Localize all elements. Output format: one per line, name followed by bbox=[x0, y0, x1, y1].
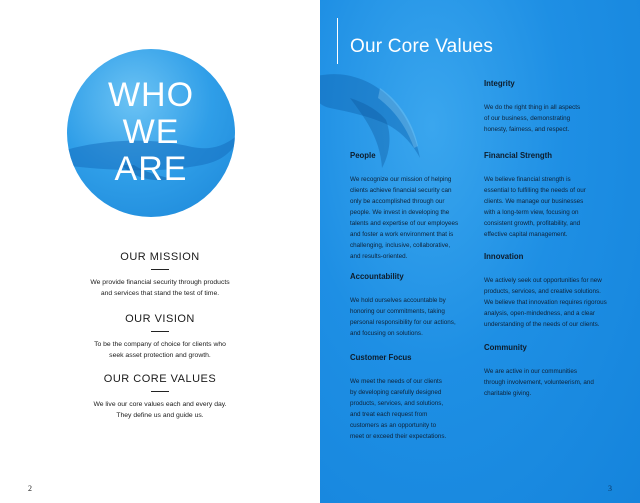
text-line: honesty, fairness, and respect. bbox=[484, 126, 570, 133]
vision-section bbox=[0, 313, 320, 361]
text-line: To be the company of choice for clients who bbox=[94, 341, 226, 348]
value-title: People bbox=[350, 151, 376, 160]
value-community bbox=[484, 343, 594, 399]
text-line: personal responsibility for our actions, bbox=[350, 319, 456, 326]
core-values-heading: Our Core Values bbox=[350, 36, 494, 57]
value-text bbox=[484, 366, 594, 399]
divider bbox=[151, 331, 169, 332]
text-line: We hold ourselves accountable by bbox=[350, 297, 446, 304]
value-text bbox=[484, 174, 586, 240]
value-accountability bbox=[350, 272, 456, 339]
who-we-are-title bbox=[67, 77, 235, 188]
core-values-text bbox=[0, 399, 320, 421]
text-line: through involvement, volunteerism, and bbox=[484, 379, 594, 386]
value-integrity bbox=[484, 79, 580, 135]
text-line: We live our core values each and every day. bbox=[93, 401, 227, 408]
text-line: with a long-term view, focusing on bbox=[484, 209, 579, 216]
page-number-left: 2 bbox=[28, 484, 32, 493]
value-text bbox=[350, 376, 446, 442]
circle-title-line: ARE bbox=[114, 150, 188, 188]
text-line: only be accomplished through our bbox=[350, 198, 445, 205]
vision-text bbox=[0, 339, 320, 361]
value-title: Customer Focus bbox=[350, 353, 412, 362]
vertical-accent-rule bbox=[337, 18, 338, 64]
text-line: and services that stand the test of time. bbox=[100, 290, 220, 297]
divider bbox=[151, 269, 169, 270]
text-line: We believe financial strength is bbox=[484, 176, 571, 183]
vision-title: OUR VISION bbox=[125, 313, 195, 325]
text-line: charitable giving. bbox=[484, 390, 532, 397]
circle-title-line: WHO bbox=[107, 76, 195, 114]
value-title: Integrity bbox=[484, 79, 515, 88]
text-line: effective capital management. bbox=[484, 231, 568, 238]
divider bbox=[151, 391, 169, 392]
who-we-are-circle-image bbox=[67, 49, 235, 217]
text-line: of our business, demonstrating bbox=[484, 115, 571, 122]
text-line: talents and expertise of our employees bbox=[350, 220, 459, 227]
value-financial-strength bbox=[484, 151, 586, 240]
value-title: Community bbox=[484, 343, 527, 352]
text-line: products, services, and creative solutions. bbox=[484, 288, 601, 295]
text-line: honoring our commitments, taking bbox=[350, 308, 445, 315]
text-line: They define us and guide us. bbox=[116, 412, 204, 419]
mission-section bbox=[0, 251, 320, 299]
text-line: clients. We manage our businesses bbox=[484, 198, 584, 205]
text-line: products, services, and solutions, bbox=[350, 400, 444, 407]
value-title: Innovation bbox=[484, 252, 524, 261]
text-line: and focusing on solutions. bbox=[350, 330, 423, 337]
text-line: analysis, open-mindedness, and a clear bbox=[484, 310, 595, 317]
text-line: challenging, inclusive, collaborative, bbox=[350, 242, 451, 249]
text-line: people. We invest in developing the bbox=[350, 209, 450, 216]
text-line: clients achieve financial security can bbox=[350, 187, 452, 194]
text-line: We do the right thing in all aspects bbox=[484, 104, 581, 111]
text-line: and treat each request from bbox=[350, 411, 428, 418]
value-customer-focus bbox=[350, 353, 446, 442]
text-line: understanding of the needs of our clients. bbox=[484, 321, 600, 328]
mission-title: OUR MISSION bbox=[120, 251, 200, 263]
value-title: Financial Strength bbox=[484, 151, 553, 160]
value-title: Accountability bbox=[350, 272, 404, 281]
text-line: We recognize our mission of helping bbox=[350, 176, 452, 183]
value-text bbox=[484, 102, 580, 135]
text-line: and results-oriented. bbox=[350, 253, 408, 260]
text-line: meet or exceed their expectations. bbox=[350, 433, 447, 440]
core-values-section bbox=[0, 373, 320, 421]
text-line: We actively seek out opportunities for new bbox=[484, 277, 602, 284]
text-line: by developing carefully designed bbox=[350, 389, 442, 396]
text-line: We believe that innovation requires rigorous bbox=[484, 299, 607, 306]
core-values-title: OUR CORE VALUES bbox=[103, 373, 217, 385]
mission-text bbox=[0, 277, 320, 299]
value-text bbox=[484, 275, 607, 330]
value-people bbox=[350, 151, 458, 262]
text-line: seek asset protection and growth. bbox=[109, 352, 211, 359]
text-line: customers as an opportunity to bbox=[350, 422, 437, 429]
circle-title-line: WE bbox=[122, 113, 180, 151]
value-innovation bbox=[484, 252, 607, 330]
text-line: and foster a work environment that is bbox=[350, 231, 454, 238]
text-line: We are active in our communities bbox=[484, 368, 577, 375]
value-text bbox=[350, 174, 458, 262]
value-text bbox=[350, 295, 456, 339]
text-line: We meet the needs of our clients bbox=[350, 378, 442, 385]
text-line: We provide financial security through products bbox=[90, 279, 230, 286]
text-line: consistent growth, profitability, and bbox=[484, 220, 581, 227]
page-number-right: 3 bbox=[608, 484, 612, 493]
text-line: essential to fulfilling the needs of our bbox=[484, 187, 586, 194]
